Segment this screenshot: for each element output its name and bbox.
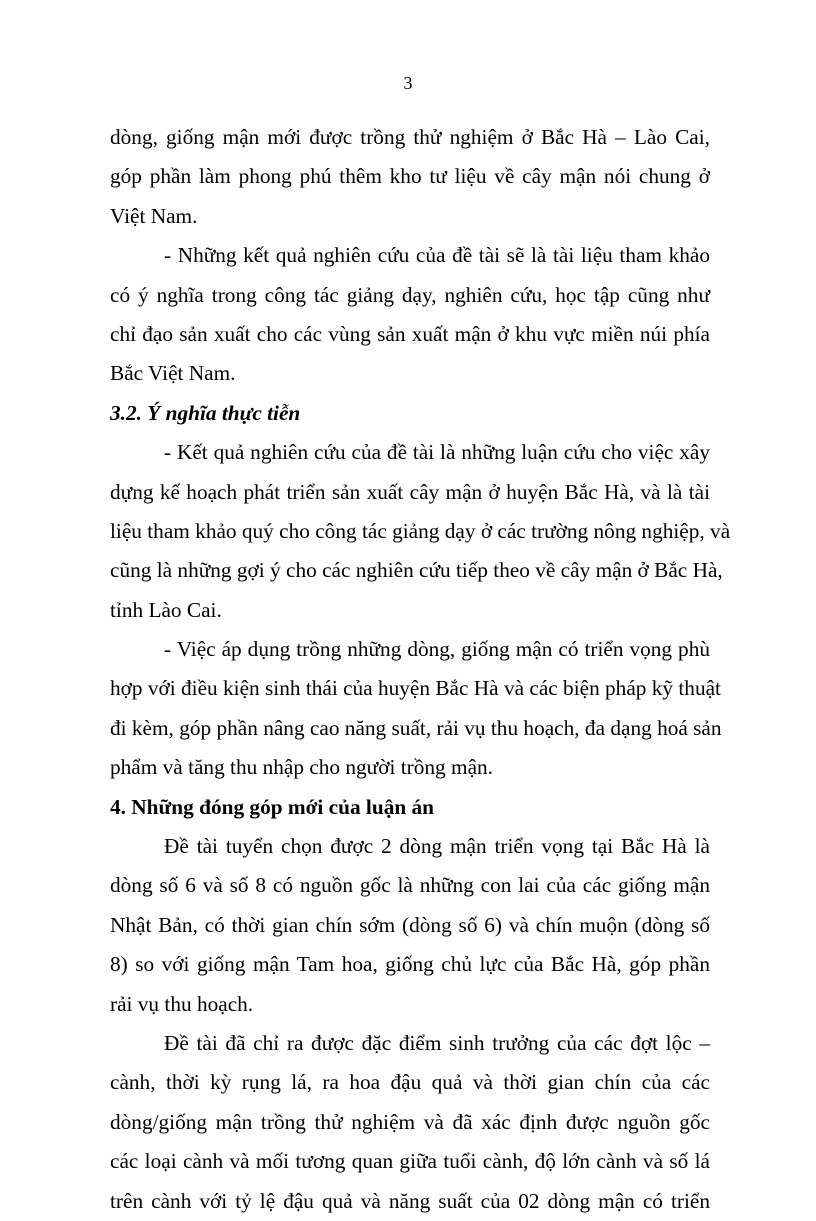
text-line: Đề tài đã chỉ ra được đặc điểm sinh trưởng của các đợt lộc –: [164, 1030, 710, 1055]
paragraph: [110, 827, 710, 1024]
text-line: dòng số 6 và số 8 có nguồn gốc là những con lai của các giống mận: [110, 873, 710, 898]
text-line: tỉnh Lào Cai.: [110, 597, 222, 622]
text-line: dòng, giống mận mới được trồng thử nghiệm ở Bắc Hà – Lào Cai,: [110, 125, 710, 149]
paragraph: [110, 630, 722, 788]
text-line: cành, thời kỳ rụng lá, ra hoa đậu quả và thời gian chín của các: [110, 1070, 710, 1095]
body-text: [110, 118, 731, 1221]
text-line: các loại cành và mối tương quan giữa tuổi cành, độ lớn cành và số lá: [110, 1149, 710, 1174]
text-line: có ý nghĩa trong công tác giảng dạy, nghiên cứu, học tập cũng như: [110, 282, 710, 307]
text-line: chỉ đạo sản xuất cho các vùng sản xuất mận ở khu vực miền núi phía: [110, 321, 710, 346]
section-heading: 4. Những đóng góp mới của luận án: [110, 794, 435, 819]
text-line: dòng/giống mận trồng thử nghiệm và đã xác định được nguồn gốc: [110, 1109, 710, 1134]
paragraph: [110, 236, 710, 394]
text-line: phẩm và tăng thu nhập cho người trồng mận.: [110, 755, 494, 780]
text-line: rải vụ thu hoạch.: [110, 991, 254, 1016]
text-line: Bắc Việt Nam.: [110, 361, 236, 386]
text-line: Nhật Bản, có thời gian chín sớm (dòng số 6) và chín muộn (dòng số: [110, 912, 710, 937]
text-line: - Việc áp dụng trồng những dòng, giống mận có triển vọng phù: [164, 637, 710, 662]
text-line: liệu tham khảo quý cho công tác giảng dạy ở các trường nông nghiệp, và: [110, 518, 731, 543]
text-line: góp phần làm phong phú thêm kho tư liệu về cây mận nói chung ở: [110, 164, 710, 189]
text-line: - Kết quả nghiên cứu của đề tài là những luận cứu cho việc xây: [164, 440, 710, 465]
text-line: Đề tài tuyển chọn được 2 dòng mận triển vọng tại Bắc Hà là: [164, 834, 710, 859]
paragraph: [110, 433, 731, 630]
section-heading: 3.2. Ý nghĩa thực tiễn: [110, 400, 301, 425]
text-line: Việt Nam.: [110, 203, 198, 228]
text-line: - Những kết quả nghiên cứu của đề tài sẽ là tài liệu tham khảo: [164, 243, 710, 268]
page-number: 3: [403, 73, 413, 93]
paragraph: [110, 118, 710, 236]
text-line: cũng là những gợi ý cho các nghiên cứu tiếp theo về cây mận ở Bắc Hà,: [110, 558, 723, 583]
paragraph: [110, 1024, 710, 1221]
text-line: dựng kế hoạch phát triển sản xuất cây mận ở huyện Bắc Hà, và là tài: [110, 479, 710, 504]
text-line: trên cành với tỷ lệ đậu quả và năng suất của 02 dòng mận có triển: [110, 1188, 710, 1213]
text-line: 8) so với giống mận Tam hoa, giống chủ lực của Bắc Hà, góp phần: [110, 952, 710, 977]
text-line: hợp với điều kiện sinh thái của huyện Bắc Hà và các biện pháp kỹ thuật: [110, 676, 721, 701]
text-line: đi kèm, góp phần nâng cao năng suất, rải vụ thu hoạch, đa dạng hoá sản: [110, 715, 722, 740]
